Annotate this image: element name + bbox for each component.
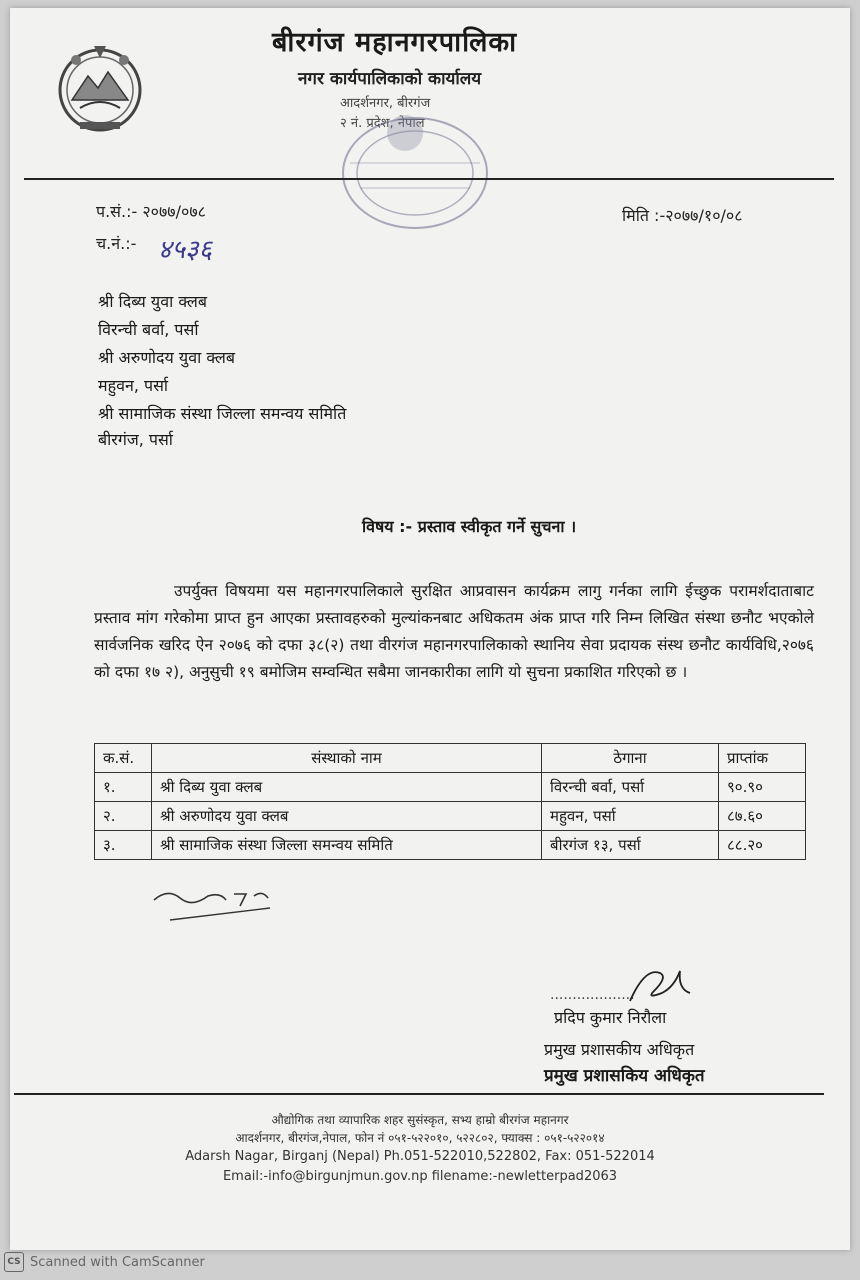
recipient-line: श्री अरुणोदय युवा क्लब bbox=[98, 348, 236, 367]
signatory-stamp-title: प्रमुख प्रशासकिय अधिकृत bbox=[544, 1066, 705, 1086]
table-header-row bbox=[95, 744, 806, 773]
letter-date: मिति :-२०७७/१०/०८ bbox=[622, 206, 743, 225]
office-stamp-icon bbox=[330, 103, 500, 247]
subject-line: विषय :- प्रस्ताव स्वीकृत गर्ने सुचना । bbox=[362, 517, 577, 536]
cell-serial: १. bbox=[95, 773, 152, 802]
cell-address: बीरगंज १३, पर्सा bbox=[542, 831, 719, 860]
header-divider bbox=[24, 178, 834, 180]
table-row bbox=[95, 831, 806, 860]
signatory-title: प्रमुख प्रशासकीय अधिकृत bbox=[544, 1040, 695, 1059]
address-line-1: आदर्शनगर, बीरगंज bbox=[340, 96, 431, 111]
col-header: क.सं. bbox=[95, 744, 152, 773]
recipient-line: महुवन, पर्सा bbox=[98, 376, 169, 395]
cell-serial: २. bbox=[95, 802, 152, 831]
footer-address-english: Adarsh Nagar, Birganj (Nepal) Ph.051-522010,522802, Fax: 051-522014 bbox=[185, 1149, 655, 1164]
footer-address-nepali: आदर्शनगर, बीरगंज,नेपाल, फोन नं ०५१-५२२०१०, ५२२८०२, फ्याक्स : ०५१-५२२०१४ bbox=[235, 1131, 605, 1145]
cell-serial: ३. bbox=[95, 831, 152, 860]
footer-email: Email:-info@birgunjmun.gov.np filename:-newletterpad2063 bbox=[222, 1169, 618, 1184]
footer-divider bbox=[14, 1093, 824, 1095]
col-header: संस्थाको नाम bbox=[152, 744, 542, 773]
office-title: बीरगंज महानगरपालिका bbox=[272, 27, 518, 58]
cell-name: श्री अरुणोदय युवा क्लब bbox=[152, 802, 542, 831]
chalani-number: ४५३६ bbox=[158, 235, 213, 265]
office-subtitle: नगर कार्यपालिकाको कार्यालय bbox=[298, 69, 482, 89]
cell-score: ९०.९० bbox=[719, 773, 806, 802]
recipient-line: बीरगंज, पर्सा bbox=[98, 430, 173, 449]
nepal-emblem-icon bbox=[50, 38, 150, 142]
selection-table bbox=[94, 743, 806, 860]
cell-address: विरन्ची बर्वा, पर्सा bbox=[542, 773, 719, 802]
cell-score: ८७.६० bbox=[719, 802, 806, 831]
letter-sheet bbox=[10, 8, 850, 1250]
table-row bbox=[95, 773, 806, 802]
address-line-2: २ नं. प्रदेश, नेपाल bbox=[340, 116, 425, 131]
recipient-line: श्री दिब्य युवा क्लब bbox=[98, 292, 208, 311]
signature-dots: ................... bbox=[550, 987, 635, 1003]
signatory-name: प्रदिप कुमार निरौला bbox=[554, 1008, 667, 1027]
cell-name: श्री सामाजिक संस्था जिल्ला समन्वय समिति bbox=[152, 831, 542, 860]
col-header: प्राप्तांक bbox=[719, 744, 806, 773]
patra-sankhya: प.सं.:- २०७७/०७८ bbox=[96, 202, 206, 221]
recipient-line: श्री सामाजिक संस्था जिल्ला समन्वय समिति bbox=[98, 404, 347, 423]
table-row bbox=[95, 802, 806, 831]
cell-score: ८८.२० bbox=[719, 831, 806, 860]
cell-address: महुवन, पर्सा bbox=[542, 802, 719, 831]
handwritten-initials-icon bbox=[150, 886, 280, 930]
chalani-label: च.नं.:- bbox=[96, 234, 137, 253]
col-header: ठेगाना bbox=[542, 744, 719, 773]
recipient-line: विरन्ची बर्वा, पर्सा bbox=[98, 320, 199, 339]
body-text: उपर्युक्त विषयमा यस महानगरपालिकाले सुरक्षित आप्रवासन कार्यक्रम लागु गर्नका लागि ईच्छुक परामर्शदाताबाट प्रस्ताव मांग गरेकोमा प्राप्त हुन आएका प्रस्तावहरुको मुल्यांकनबाट अधिकतम अंक प्राप्त गरि निम्न लिखित संस्था छनौट भएकोले सार्वजनिक खरिद ऐन २०७६ को दफा ३८(२) तथा वीरगंज महानगरपालिकाको स्थानिय सेवा प्रदायक संस्थ छनौट कार्यविधि,२०७६ को दफा १७ २), अनुसुची १९ बमोजिम सम्वन्धित सबैमा जानकारीका लागि यो सुचना प्रकाशित गरिएको छ । bbox=[94, 582, 814, 681]
camscanner-logo-icon: CS bbox=[4, 1252, 24, 1272]
footer-tagline: औद्योगिक तथा व्यापारिक शहर सुसंस्कृत, सभ्य हाम्रो बीरगंज महानगर bbox=[271, 1113, 569, 1127]
camscanner-label: Scanned with CamScanner bbox=[30, 1254, 205, 1270]
camscanner-watermark bbox=[4, 1252, 205, 1272]
cell-name: श्री दिब्य युवा क्लब bbox=[152, 773, 542, 802]
body-paragraph bbox=[94, 578, 814, 686]
